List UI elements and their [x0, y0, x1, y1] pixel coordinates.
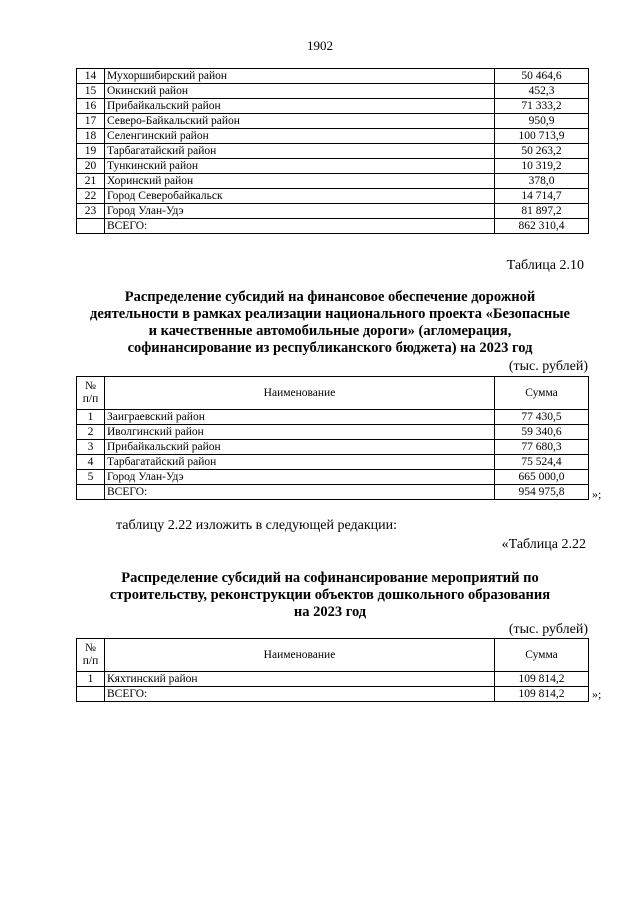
header-num-line: № [85, 642, 96, 654]
row-name: Мухоршибирский район [105, 69, 495, 84]
table-header-row [77, 639, 589, 672]
row-sum: 71 333,2 [495, 99, 589, 114]
table-row [77, 174, 589, 189]
units-label: (тыс. рублей) [508, 622, 588, 637]
header-num [77, 377, 105, 410]
table-row [77, 144, 589, 159]
row-name: Окинский район [105, 84, 495, 99]
row-sum: 14 714,7 [495, 189, 589, 204]
row-number: 17 [77, 114, 105, 129]
row-name: Иволгинский район [105, 425, 495, 440]
header-num [77, 639, 105, 672]
row-number: 3 [77, 440, 105, 455]
row-sum: 77 430,5 [495, 410, 589, 425]
header-sum: Сумма [495, 639, 589, 672]
table-row [77, 425, 589, 440]
instruction-text: таблицу 2.22 изложить в следующей редакции: [116, 518, 398, 533]
row-number: 1 [77, 672, 105, 687]
table-row [77, 99, 589, 114]
title-line: софинансирование из республиканского бюджета) на 2023 год [127, 340, 533, 356]
row-sum: 77 680,3 [495, 440, 589, 455]
row-sum: 81 897,2 [495, 204, 589, 219]
page-number: 1902 [307, 38, 333, 53]
table-row [77, 69, 589, 84]
row-name: Тункинский район [105, 159, 495, 174]
row-number: 5 [77, 470, 105, 485]
total-empty-cell [77, 219, 105, 234]
row-name: Тарбагатайский район [105, 144, 495, 159]
row-sum: 100 713,9 [495, 129, 589, 144]
total-label: ВСЕГО: [105, 219, 495, 234]
title-line: Распределение субсидий на финансовое обеспечение дорожной [124, 289, 536, 305]
units-label: (тыс. рублей) [508, 359, 588, 374]
header-sum: Сумма [495, 377, 589, 410]
title-line: деятельности в рамках реализации национального проекта «Безопасные [89, 306, 570, 322]
row-name: Северо-Байкальский район [105, 114, 495, 129]
total-sum: 109 814,2 [495, 687, 589, 702]
title-line: и качественные автомобильные дороги» (агломерация, [148, 323, 512, 339]
row-name: Город Улан-Удэ [105, 204, 495, 219]
row-number: 2 [77, 425, 105, 440]
row-number: 21 [77, 174, 105, 189]
table-row [77, 204, 589, 219]
title-line: на 2023 год [293, 604, 367, 620]
table-3 [76, 638, 589, 702]
total-row [77, 687, 589, 702]
row-sum: 109 814,2 [495, 672, 589, 687]
total-label: ВСЕГО: [105, 687, 495, 702]
row-number: 22 [77, 189, 105, 204]
row-name: Прибайкальский район [105, 99, 495, 114]
table-3-body [77, 672, 589, 702]
table-2-body [77, 410, 589, 500]
row-name: Хоринский район [105, 174, 495, 189]
row-number: 19 [77, 144, 105, 159]
row-name: Селенгинский район [105, 129, 495, 144]
table-2 [76, 376, 589, 500]
row-sum: 452,3 [495, 84, 589, 99]
row-sum: 950,9 [495, 114, 589, 129]
row-sum: 665 000,0 [495, 470, 589, 485]
row-name: Город Улан-Удэ [105, 470, 495, 485]
row-number: 4 [77, 455, 105, 470]
table-row [77, 672, 589, 687]
table-1 [76, 68, 589, 234]
row-name: Кяхтинский район [105, 672, 495, 687]
table-row [77, 84, 589, 99]
row-sum: 10 319,2 [495, 159, 589, 174]
table-row [77, 470, 589, 485]
total-row [77, 485, 589, 500]
section-3-title [50, 570, 610, 621]
title-line: Распределение субсидий на софинансирование мероприятий по [121, 570, 539, 586]
table-label-2-22: «Таблица 2.22 [501, 537, 586, 552]
table-row [77, 455, 589, 470]
row-sum: 378,0 [495, 174, 589, 189]
total-row [77, 219, 589, 234]
total-sum: 954 975,8 [495, 485, 589, 500]
table-row [77, 189, 589, 204]
total-empty-cell [77, 485, 105, 500]
row-number: 14 [77, 69, 105, 84]
total-sum: 862 310,4 [495, 219, 589, 234]
table-row [77, 114, 589, 129]
title-line: строительству, реконструкции объектов дошкольного образования [109, 587, 551, 603]
table-header-row [77, 377, 589, 410]
table-row [77, 159, 589, 174]
row-number: 23 [77, 204, 105, 219]
section-2-title [50, 289, 610, 357]
row-sum: 50 263,2 [495, 144, 589, 159]
row-name: Прибайкальский район [105, 440, 495, 455]
row-number: 20 [77, 159, 105, 174]
table-label-2-10: Таблица 2.10 [506, 258, 584, 273]
closing-quote: »; [592, 687, 602, 701]
row-name: Тарбагатайский район [105, 455, 495, 470]
table-row [77, 410, 589, 425]
total-label: ВСЕГО: [105, 485, 495, 500]
row-sum: 50 464,6 [495, 69, 589, 84]
table-row [77, 440, 589, 455]
total-empty-cell [77, 687, 105, 702]
table-1-body [77, 69, 589, 234]
header-num-line: п/п [82, 393, 99, 405]
row-sum: 59 340,6 [495, 425, 589, 440]
row-number: 18 [77, 129, 105, 144]
row-number: 1 [77, 410, 105, 425]
row-number: 16 [77, 99, 105, 114]
row-name: Город Северобайкальск [105, 189, 495, 204]
header-name: Наименование [105, 639, 495, 672]
row-name: Заиграевский район [105, 410, 495, 425]
header-num-line: п/п [82, 655, 99, 667]
header-name: Наименование [105, 377, 495, 410]
row-number: 15 [77, 84, 105, 99]
closing-quote: »; [592, 487, 602, 501]
table-row [77, 129, 589, 144]
header-num-line: № [85, 380, 96, 392]
row-sum: 75 524,4 [495, 455, 589, 470]
